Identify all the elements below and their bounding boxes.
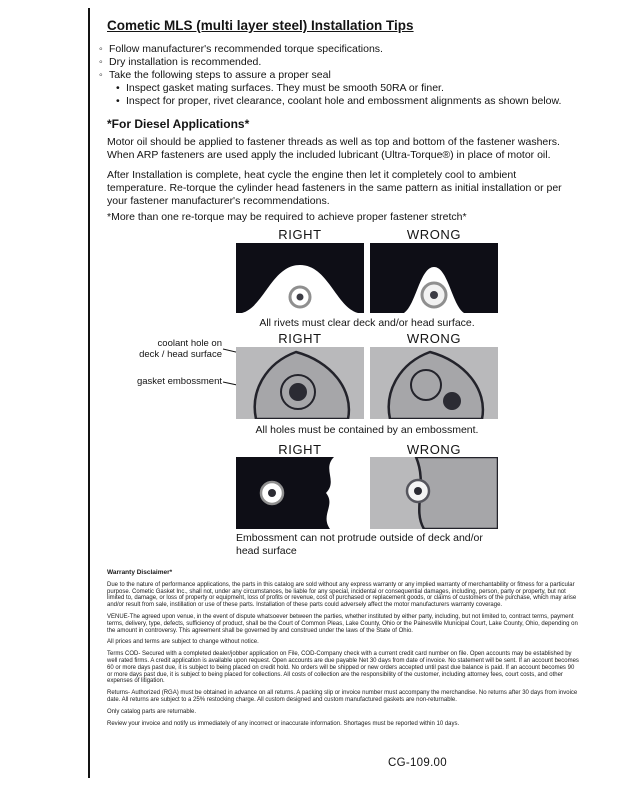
embossment-protrusion-wrong-diagram — [370, 457, 498, 529]
right-header-row2: RIGHT — [278, 331, 322, 346]
open-bullet-icon: ◦ — [99, 43, 103, 55]
rivet-clearance-right-diagram — [236, 243, 364, 313]
diesel-applications-heading: *For Diesel Applications* — [107, 117, 250, 131]
row1-caption: All rivets must clear deck and/or head surface. — [259, 317, 475, 329]
left-margin-rule — [88, 8, 90, 778]
embossment-containment-right-diagram — [236, 347, 364, 419]
filled-bullet-icon: • — [116, 95, 120, 107]
open-bullet-icon: ◦ — [99, 56, 103, 68]
list-item-text: Dry installation is recommended. — [109, 56, 262, 68]
filled-bullet-icon: • — [116, 82, 120, 94]
list-item — [99, 69, 581, 82]
list-item-text: Take the following steps to assure a proper seal — [109, 69, 331, 81]
installation-tips-list — [99, 43, 581, 108]
warranty-paragraph: Due to the nature of performance applications, the parts in this catalog are sold without any express warranty or any implied warranty of merchantability or fitness for a particular purpose. Cometic Gasket Inc., shall not, under any circumstances, be liable for any special, incidental or consequential damages, including, person, party or property, but not limited to, damage, or loss of property or equipment, loss of profits or revenue, cost of purchased or replacement goods, or claims of customers of the purchase, which may arise and/or result from sale, instillation or use of these parts. Installation of these parts could adversely affect the motor manufacturers warranty coverage. — [107, 581, 577, 609]
gasket-embossment-label: gasket embossment — [136, 376, 222, 387]
warranty-paragraph: Only catalog parts are returnable. — [107, 708, 197, 715]
retorque-note: *More than one re-torque may be required to achieve proper fastener stretch* — [107, 211, 467, 223]
warranty-paragraph: All prices and terms are subject to change without notice. — [107, 639, 259, 646]
list-item-text: Follow manufacturer's recommended torque specifications. — [109, 43, 383, 55]
embossment-containment-wrong-diagram — [370, 347, 498, 419]
list-item — [99, 43, 581, 56]
diesel-paragraph-2: After Installation is complete, heat cycle the engine then let it completely cool to ambient temperature. Re-torque the cylinder head fasteners in the same pattern as initial installation or per your fastener manufacturer's recommendations. — [107, 169, 562, 207]
rivet-clearance-wrong-diagram — [370, 243, 498, 313]
list-item — [99, 56, 581, 69]
list-sub-item — [99, 82, 581, 95]
row2-caption: All holes must be contained by an embossment. — [255, 424, 479, 436]
list-sub-item — [99, 95, 581, 108]
warranty-paragraph: Review your invoice and notify us immediately of any incorrect or inaccurate information. Shortages must be reported within 10 days. — [107, 720, 460, 727]
warranty-paragraph: Terms COD- Secured with a completed dealer/jobber application on File, COD-Company check with a current credit card number on file. Open accounts may be established by well rated firms. A credit application is available upon request. Open accounts are due payable Net 30 days from date of invoice. No statement will be sent. If an account becomes 60 or more days past due, it is subject to being placed on credit hold. No orders will be shipped or new orders accepted until past due balance is paid. If an account becomes 90 or more days past due, it is subject to being placed for collections. All costs of collection are the responsibility of the customer, including attorney fees, court costs, and other expenses of litigation. — [107, 651, 579, 685]
warranty-disclaimer-section — [107, 570, 579, 732]
coolant-hole-label-line2: deck / head surface — [139, 349, 222, 360]
warranty-paragraph: VENUE-The agreed upon venue, in the event of dispute whatsoever between the parties, whether instituted by either party, including, but not limited to, contract terms, payment terms, delivery, type, defects, sufficiency of product, shall be the Court of Common Pleas, Lake County, Ohio or the Painesville Municipal Court, Lake County, Ohio, depending on the amount in controversy. This agreement shall be governed by and construed under the laws of the State of Ohio. — [107, 613, 578, 634]
list-item-text: Inspect for proper, rivet clearance, coolant hole and embossment alignments as shown below. — [126, 95, 562, 107]
page-number: CG-109.00 — [388, 757, 447, 769]
wrong-header-row3: WRONG — [406, 442, 462, 457]
warranty-heading: Warranty Disclaimer* — [107, 569, 173, 576]
list-item-text: Inspect gasket mating surfaces. They must be smooth 50RA or finer. — [126, 82, 444, 94]
coolant-hole-label — [100, 338, 222, 360]
wrong-header-row2: WRONG — [406, 331, 462, 346]
wrong-header-row1: WRONG — [406, 227, 462, 242]
row3-caption: Embossment can not protrude outside of deck and/or head surface — [236, 532, 483, 557]
coolant-hole-label-line1: coolant hole on — [157, 338, 222, 349]
diesel-paragraph-1: Motor oil should be applied to fastener threads as well as top and bottom of the fastener washers. When ARP fasteners are used apply the included lubricant (Ultra-Torque®) in place of motor oil. — [107, 136, 560, 161]
right-header-row1: RIGHT — [278, 227, 322, 242]
warranty-paragraph: Returns- Authorized (RGA) must be obtained in advance on all returns. A packing slip or invoice number must accompany the merchandise. No returns after 30 days from invoice date. All returns are subject to a 25% restocking charge. All custom designed and custom manufactured gaskets are non-returnable. — [107, 690, 578, 703]
page-title: Cometic MLS (multi layer steel) Installation Tips — [107, 18, 414, 33]
embossment-protrusion-right-diagram — [236, 457, 364, 529]
open-bullet-icon: ◦ — [99, 69, 103, 81]
right-header-row3: RIGHT — [278, 442, 322, 457]
